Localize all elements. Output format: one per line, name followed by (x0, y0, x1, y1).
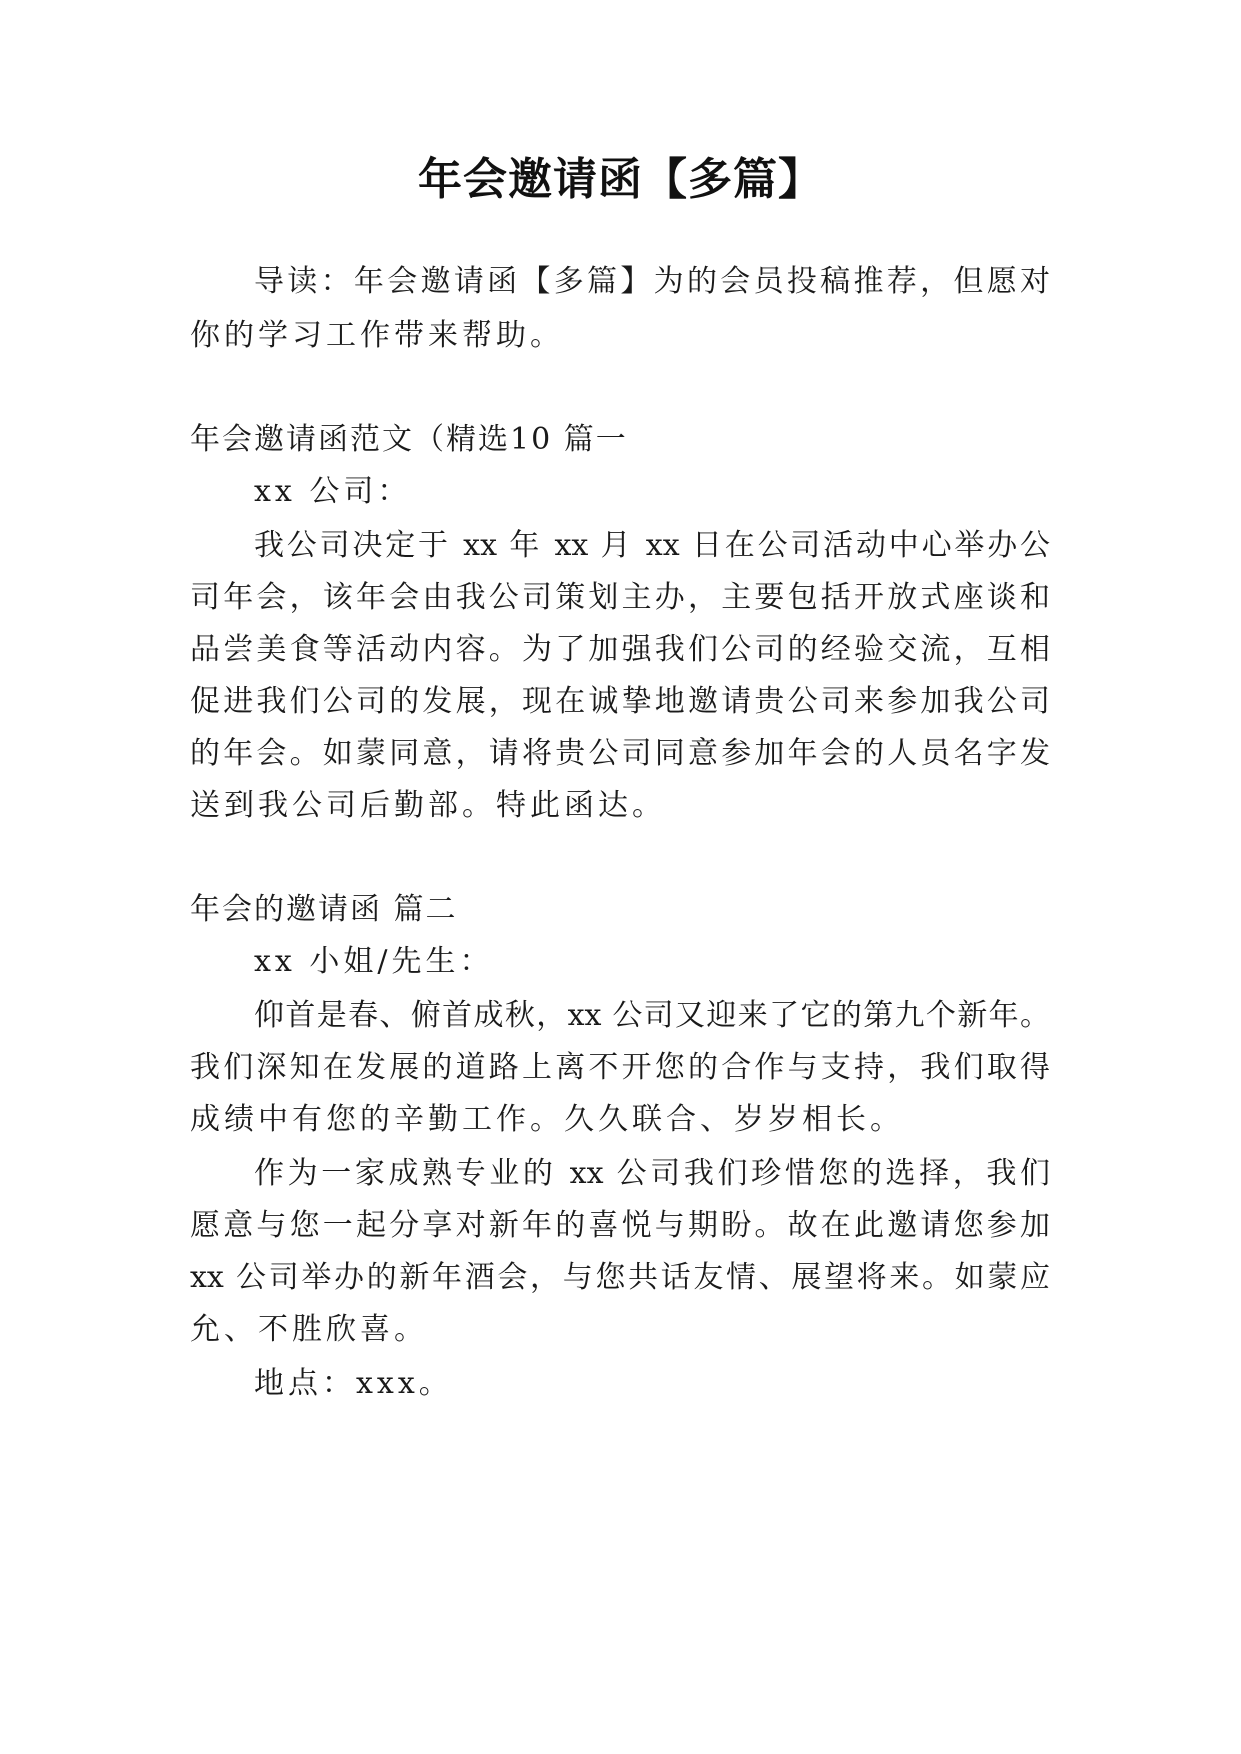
section1-body-line-5: 的年会。如蒙同意，请将贵公司同意参加年会的人员名字发 (190, 736, 1050, 771)
section2-p2-line-3: xx 公司举办的新年酒会，与您共话友情、展望将来。如蒙应 (190, 1260, 1050, 1295)
intro-line-2: 你的学习工作带来帮助。 (190, 318, 564, 353)
section1-body-line-1: 我公司决定于 xx 年 xx 月 xx 日在公司活动中心举办公 (254, 528, 1050, 563)
section2-heading: 年会的邀请函 篇二 (190, 892, 458, 927)
section1-body-line-6: 送到我公司后勤部。特此函达。 (190, 788, 666, 823)
section1-body-line-3: 品尝美食等活动内容。为了加强我们公司的经验交流，互相 (190, 632, 1050, 667)
section1-body-line-2: 司年会，该年会由我公司策划主办，主要包括开放式座谈和 (190, 580, 1050, 615)
section1-heading: 年会邀请函范文（精选10 篇一 (190, 422, 628, 457)
section2-p2-line-2: 愿意与您一起分享对新年的喜悦与期盼。故在此邀请您参加 (190, 1208, 1050, 1243)
section2-p1-line-1: 仰首是春、俯首成秋，xx 公司又迎来了它的第九个新年。 (254, 998, 1050, 1033)
section2-location: 地点：xxx。 (254, 1366, 453, 1401)
section2-p1-line-3: 成绩中有您的辛勤工作。久久联合、岁岁相长。 (190, 1102, 904, 1137)
section2-p2-line-1: 作为一家成熟专业的 xx 公司我们珍惜您的选择，我们 (254, 1156, 1050, 1191)
section2-p2-line-4: 允、不胜欣喜。 (190, 1312, 428, 1347)
section2-salutation: xx 小姐/先生： (254, 944, 494, 979)
section2-p1-line-2: 我们深知在发展的道路上离不开您的合作与支持，我们取得 (190, 1050, 1050, 1085)
section1-salutation: xx 公司： (254, 474, 412, 509)
section1-body-line-4: 促进我们公司的发展，现在诚挚地邀请贵公司来参加我公司 (190, 684, 1050, 719)
intro-line-1: 导读：年会邀请函【多篇】为的会员投稿推荐，但愿对 (254, 264, 1050, 299)
document-title: 年会邀请函【多篇】 (418, 154, 823, 205)
